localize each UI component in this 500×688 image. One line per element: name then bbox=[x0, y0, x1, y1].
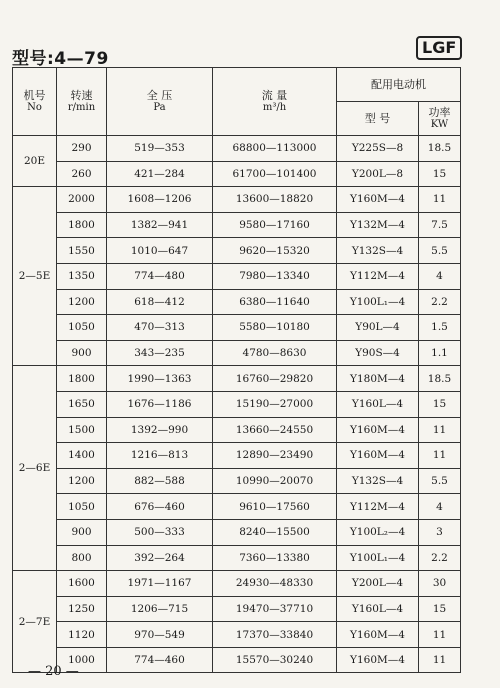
speed-cell: 1350 bbox=[57, 263, 107, 289]
motor-power-cell: 11 bbox=[419, 443, 461, 469]
machine-no-cell: 2—7E bbox=[13, 571, 57, 673]
pressure-cell: 470—313 bbox=[107, 315, 213, 341]
motor-power-cell: 15 bbox=[419, 161, 461, 187]
flow-cell: 15190—27000 bbox=[213, 391, 337, 417]
motor-model-cell: Y160M—4 bbox=[337, 187, 419, 213]
speed-cell: 1800 bbox=[57, 366, 107, 392]
flow-cell: 61700—101400 bbox=[213, 161, 337, 187]
pressure-cell: 1990—1363 bbox=[107, 366, 213, 392]
table-row bbox=[13, 315, 461, 341]
motor-model-cell: Y100L₁—4 bbox=[337, 545, 419, 571]
speed-cell: 1250 bbox=[57, 596, 107, 622]
flow-cell: 5580—10180 bbox=[213, 315, 337, 341]
motor-power-cell: 1.5 bbox=[419, 315, 461, 341]
pressure-cell: 1216—813 bbox=[107, 443, 213, 469]
speed-cell: 1050 bbox=[57, 315, 107, 341]
speed-cell: 1200 bbox=[57, 468, 107, 494]
fan-spec-table bbox=[12, 67, 461, 673]
flow-cell: 9580—17160 bbox=[213, 212, 337, 238]
speed-cell: 1600 bbox=[57, 571, 107, 597]
header-motor-group: 配用电动机 bbox=[337, 68, 461, 102]
motor-power-cell: 18.5 bbox=[419, 136, 461, 162]
speed-cell: 260 bbox=[57, 161, 107, 187]
motor-model-cell: Y180M—4 bbox=[337, 366, 419, 392]
speed-cell: 1200 bbox=[57, 289, 107, 315]
flow-cell: 7980—13340 bbox=[213, 263, 337, 289]
table-row bbox=[13, 417, 461, 443]
table-row bbox=[13, 340, 461, 366]
machine-no-cell: 2—5E bbox=[13, 187, 57, 366]
page-title: 型号:4—79 bbox=[12, 49, 109, 69]
table-row bbox=[13, 494, 461, 520]
motor-model-cell: Y132S—4 bbox=[337, 238, 419, 264]
motor-power-cell: 5.5 bbox=[419, 468, 461, 494]
pressure-cell: 392—264 bbox=[107, 545, 213, 571]
motor-power-cell: 15 bbox=[419, 596, 461, 622]
speed-cell: 1050 bbox=[57, 494, 107, 520]
motor-power-cell: 11 bbox=[419, 417, 461, 443]
table-row bbox=[13, 519, 461, 545]
pressure-cell: 676—460 bbox=[107, 494, 213, 520]
speed-cell: 290 bbox=[57, 136, 107, 162]
pressure-cell: 774—480 bbox=[107, 263, 213, 289]
speed-cell: 1500 bbox=[57, 417, 107, 443]
pressure-cell: 1010—647 bbox=[107, 238, 213, 264]
pressure-cell: 618—412 bbox=[107, 289, 213, 315]
speed-cell: 2000 bbox=[57, 187, 107, 213]
table-row bbox=[13, 187, 461, 213]
motor-power-cell: 11 bbox=[419, 647, 461, 673]
motor-model-cell: Y160L—4 bbox=[337, 596, 419, 622]
pressure-cell: 500—333 bbox=[107, 519, 213, 545]
table-row bbox=[13, 571, 461, 597]
flow-cell: 24930—48330 bbox=[213, 571, 337, 597]
motor-power-cell: 5.5 bbox=[419, 238, 461, 264]
machine-no-cell: 2—6E bbox=[13, 366, 57, 571]
page-number: — 20 — bbox=[28, 664, 79, 679]
flow-cell: 13660—24550 bbox=[213, 417, 337, 443]
brand-logo: LGF bbox=[416, 36, 462, 60]
flow-cell: 8240—15500 bbox=[213, 519, 337, 545]
pressure-cell: 519—353 bbox=[107, 136, 213, 162]
motor-power-cell: 7.5 bbox=[419, 212, 461, 238]
pressure-cell: 343—235 bbox=[107, 340, 213, 366]
table-row bbox=[13, 468, 461, 494]
motor-power-cell: 4 bbox=[419, 263, 461, 289]
header-speed: 转速 r/min bbox=[57, 68, 107, 136]
speed-cell: 1400 bbox=[57, 443, 107, 469]
flow-cell: 12890—23490 bbox=[213, 443, 337, 469]
motor-model-cell: Y200L—8 bbox=[337, 161, 419, 187]
motor-model-cell: Y160M—4 bbox=[337, 443, 419, 469]
header-motor-model: 型 号 bbox=[337, 102, 419, 136]
flow-cell: 4780—8630 bbox=[213, 340, 337, 366]
motor-power-cell: 18.5 bbox=[419, 366, 461, 392]
motor-model-cell: Y200L—4 bbox=[337, 571, 419, 597]
flow-cell: 17370—33840 bbox=[213, 622, 337, 648]
motor-model-cell: Y160M—4 bbox=[337, 417, 419, 443]
motor-power-cell: 2.2 bbox=[419, 289, 461, 315]
motor-power-cell: 1.1 bbox=[419, 340, 461, 366]
motor-model-cell: Y100L₁—4 bbox=[337, 289, 419, 315]
motor-power-cell: 11 bbox=[419, 187, 461, 213]
motor-model-cell: Y160M—4 bbox=[337, 622, 419, 648]
table-row bbox=[13, 263, 461, 289]
flow-cell: 9620—15320 bbox=[213, 238, 337, 264]
speed-cell: 1800 bbox=[57, 212, 107, 238]
motor-model-cell: Y90L—4 bbox=[337, 315, 419, 341]
motor-model-cell: Y132M—4 bbox=[337, 212, 419, 238]
pressure-cell: 774—460 bbox=[107, 647, 213, 673]
motor-power-cell: 3 bbox=[419, 519, 461, 545]
flow-cell: 9610—17560 bbox=[213, 494, 337, 520]
motor-model-cell: Y112M—4 bbox=[337, 263, 419, 289]
flow-cell: 13600—18820 bbox=[213, 187, 337, 213]
table-row bbox=[13, 596, 461, 622]
motor-power-cell: 30 bbox=[419, 571, 461, 597]
header-machine-no: 机号 No bbox=[13, 68, 57, 136]
pressure-cell: 1206—715 bbox=[107, 596, 213, 622]
motor-power-cell: 11 bbox=[419, 622, 461, 648]
pressure-cell: 1382—941 bbox=[107, 212, 213, 238]
motor-power-cell: 4 bbox=[419, 494, 461, 520]
speed-cell: 1650 bbox=[57, 391, 107, 417]
speed-cell: 900 bbox=[57, 519, 107, 545]
flow-cell: 16760—29820 bbox=[213, 366, 337, 392]
motor-model-cell: Y225S—8 bbox=[337, 136, 419, 162]
pressure-cell: 1392—990 bbox=[107, 417, 213, 443]
speed-cell: 1120 bbox=[57, 622, 107, 648]
pressure-cell: 1608—1206 bbox=[107, 187, 213, 213]
motor-model-cell: Y132S—4 bbox=[337, 468, 419, 494]
table-row bbox=[13, 622, 461, 648]
spec-table-body bbox=[13, 136, 461, 673]
table-row bbox=[13, 289, 461, 315]
speed-cell: 800 bbox=[57, 545, 107, 571]
motor-model-cell: Y160M—4 bbox=[337, 647, 419, 673]
flow-cell: 6380—11640 bbox=[213, 289, 337, 315]
pressure-cell: 970—549 bbox=[107, 622, 213, 648]
flow-cell: 7360—13380 bbox=[213, 545, 337, 571]
flow-cell: 10990—20070 bbox=[213, 468, 337, 494]
table-row bbox=[13, 391, 461, 417]
motor-model-cell: Y100L₂—4 bbox=[337, 519, 419, 545]
table-row bbox=[13, 545, 461, 571]
pressure-cell: 882—588 bbox=[107, 468, 213, 494]
motor-power-cell: 2.2 bbox=[419, 545, 461, 571]
speed-cell: 900 bbox=[57, 340, 107, 366]
speed-cell: 1000 bbox=[57, 647, 107, 673]
motor-model-cell: Y90S—4 bbox=[337, 340, 419, 366]
table-row bbox=[13, 238, 461, 264]
table-row bbox=[13, 161, 461, 187]
speed-cell: 1550 bbox=[57, 238, 107, 264]
header-motor-power: 功率 KW bbox=[419, 102, 461, 136]
motor-power-cell: 15 bbox=[419, 391, 461, 417]
table-row bbox=[13, 366, 461, 392]
table-row bbox=[13, 647, 461, 673]
table-row bbox=[13, 443, 461, 469]
header-pressure: 全 压 Pa bbox=[107, 68, 213, 136]
table-row bbox=[13, 136, 461, 162]
machine-no-cell: 20E bbox=[13, 136, 57, 187]
flow-cell: 19470—37710 bbox=[213, 596, 337, 622]
flow-cell: 15570—30240 bbox=[213, 647, 337, 673]
motor-model-cell: Y160L—4 bbox=[337, 391, 419, 417]
flow-cell: 68800—113000 bbox=[213, 136, 337, 162]
motor-model-cell: Y112M—4 bbox=[337, 494, 419, 520]
pressure-cell: 421—284 bbox=[107, 161, 213, 187]
pressure-cell: 1676—1186 bbox=[107, 391, 213, 417]
header-flow: 流 量 m³/h bbox=[213, 68, 337, 136]
table-row bbox=[13, 212, 461, 238]
pressure-cell: 1971—1167 bbox=[107, 571, 213, 597]
